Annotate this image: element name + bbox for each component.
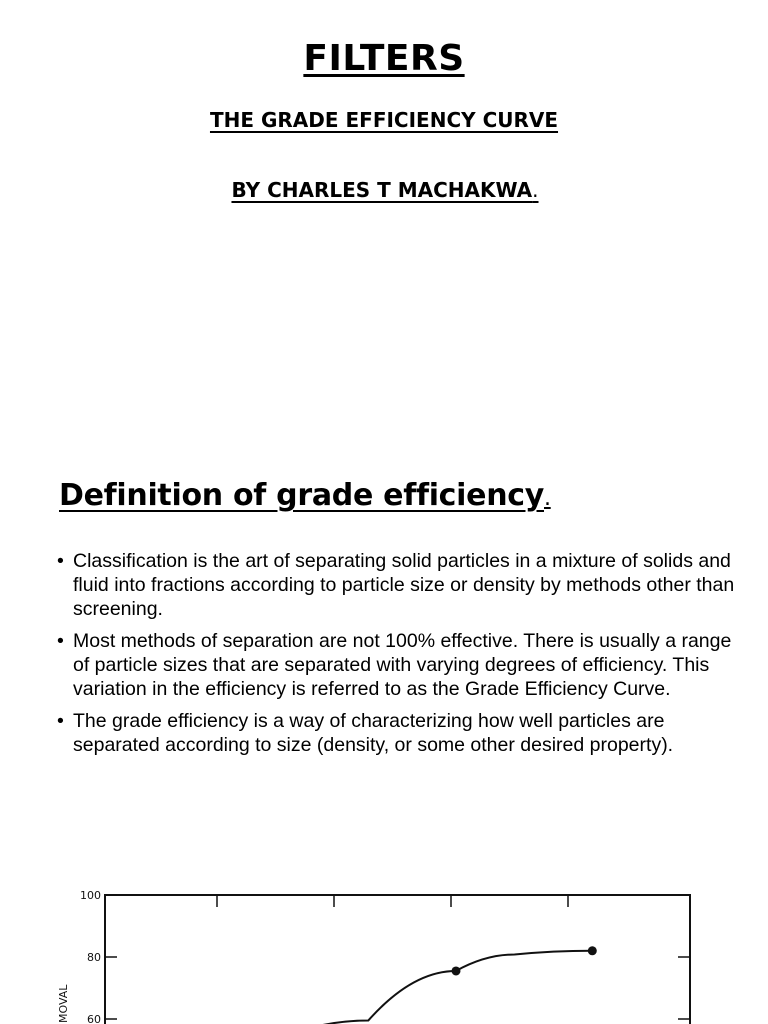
bullet-text: Classification is the art of separating solid particles in a mixture of solids and fluid into fractions according to particle size or density by methods other than screening. xyxy=(73,550,735,620)
bullet-dot-icon: • xyxy=(57,630,64,652)
y-tick-label: 100 xyxy=(80,889,101,902)
bullet-list xyxy=(57,549,737,765)
section-heading-text: Definition of grade efficiency xyxy=(59,478,544,513)
list-item xyxy=(57,629,737,701)
data-point xyxy=(452,966,461,975)
bullet-text: Most methods of separation are not 100% effective. There is usually a range of particle sizes that are separated with varying degrees of efficiency. This variation in the efficiency is referred to as the Grade Efficiency Curve. xyxy=(73,630,732,700)
section-heading-punct: . xyxy=(544,486,551,511)
y-axis-label: MOVAL xyxy=(57,984,70,1023)
y-tick-label: 60 xyxy=(87,1013,101,1024)
list-item xyxy=(57,709,737,757)
grade-efficiency-chart xyxy=(0,870,768,1024)
section-heading xyxy=(59,478,551,513)
list-item xyxy=(57,549,737,621)
author-punct: . xyxy=(532,178,539,202)
chart-frame xyxy=(105,895,690,1024)
data-point xyxy=(588,946,597,955)
author-name: BY CHARLES T MACHAKWA xyxy=(231,178,533,202)
bullet-dot-icon: • xyxy=(57,550,64,572)
author-line xyxy=(0,178,768,202)
bullet-text: The grade efficiency is a way of characterizing how well particles are separated according to size (density, or some other desired property). xyxy=(73,710,674,756)
document-subtitle: THE GRADE EFFICIENCY CURVE xyxy=(209,108,559,132)
document-title: FILTERS xyxy=(303,38,465,79)
bullet-dot-icon: • xyxy=(57,710,64,732)
y-tick-label: 80 xyxy=(87,951,101,964)
efficiency-curve xyxy=(251,950,592,1024)
